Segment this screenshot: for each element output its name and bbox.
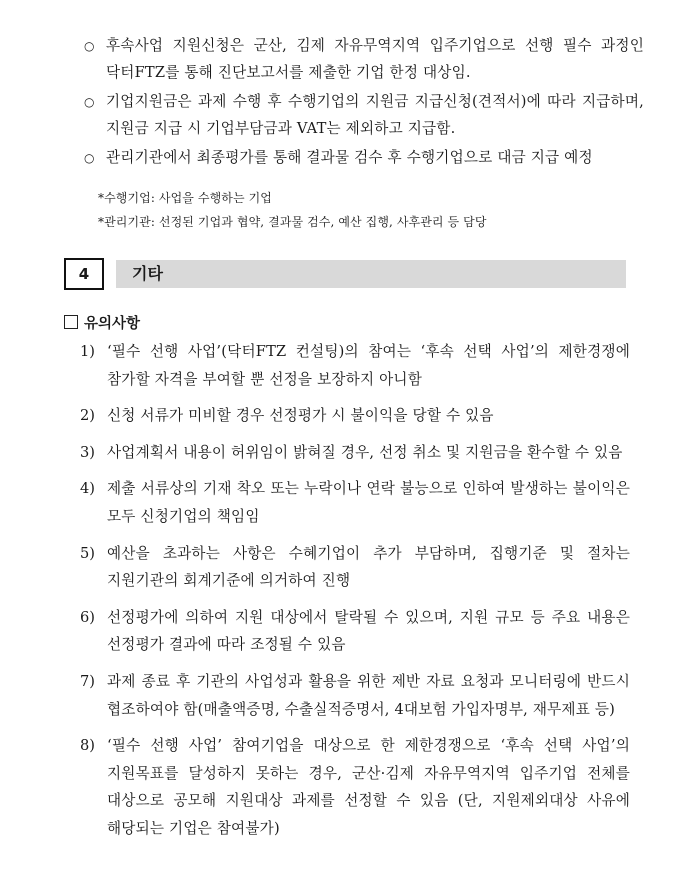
footnote: *관리기관: 선정된 기업과 협약, 결과물 검수, 예산 집행, 사후관리 등 담당 — [98, 215, 487, 229]
bullet-list — [84, 33, 644, 175]
circle-bullet-icon: ○ — [84, 151, 95, 165]
item-text: 과제 종료 후 기관의 사업성과 활용을 위한 제반 자료 요청과 모니터링에 반드시 협조하여야 함(매출액증명, 수출실적증명서, 4대보험 가입자명부, 재무제표 등) — [107, 672, 630, 718]
section-header — [64, 258, 626, 290]
footnote: *수행기업: 사업을 수행하는 기업 — [98, 191, 272, 205]
list-item — [80, 732, 630, 842]
circle-bullet-icon: ○ — [84, 95, 95, 109]
section-title-bar — [116, 260, 626, 288]
bullet-item — [84, 33, 644, 86]
bullet-text: 후속사업 지원신청은 군산, 김제 자유무역지역 입주기업으로 선행 필수 과정인 닥터FTZ를 통해 진단보고서를 제출한 기업 한정 대상임. — [106, 37, 644, 81]
item-number: 1) — [80, 343, 95, 360]
item-text: 사업계획서 내용이 허위임이 밝혀질 경우, 선정 취소 및 지원금을 환수할 수 있음 — [107, 443, 623, 461]
item-number: 3) — [80, 443, 95, 461]
list-item — [80, 540, 630, 595]
item-number: 4) — [80, 480, 95, 498]
item-number: 5) — [80, 544, 95, 562]
sub-heading-label: 유의사항 — [84, 316, 141, 332]
item-text: 제출 서류상의 기재 착오 또는 누락이나 연락 불능으로 인하여 발생하는 불이익은 모두 신청기업의 책임임 — [107, 480, 630, 525]
bullet-item — [84, 145, 644, 172]
bullet-item — [84, 89, 644, 142]
bullet-text: 관리기관에서 최종평가를 통해 결과물 검수 후 수행기업으로 대금 지급 예정 — [106, 149, 593, 166]
section-number: 4 — [64, 258, 104, 290]
section-title: 기타 — [132, 264, 163, 283]
footnotes — [98, 186, 487, 234]
square-bullet-icon — [64, 315, 78, 329]
item-text: 예산을 초과하는 사항은 수혜기업이 추가 부담하며, 집행기준 및 절차는 지원기관의 회계기준에 의거하여 진행 — [107, 544, 630, 590]
list-item — [80, 668, 630, 723]
item-number: 8) — [80, 737, 95, 755]
list-item — [80, 604, 630, 659]
list-item — [80, 475, 630, 530]
item-number: 2) — [80, 407, 95, 425]
list-item — [80, 338, 630, 393]
item-text: ‘필수 선행 사업’(닥터FTZ 컨설팅)의 참여는 ‘후속 선택 사업’의 제한경쟁에 참가할 자격을 부여할 뿐 선정을 보장하지 아니함 — [107, 343, 630, 388]
list-item — [80, 402, 630, 430]
notice-list — [80, 338, 630, 852]
list-item — [80, 439, 630, 467]
circle-bullet-icon: ○ — [84, 39, 95, 53]
bullet-text: 기업지원금은 과제 수행 후 수행기업의 지원금 지급신청(견적서)에 따라 지급하며, 지원금 지급 시 기업부담금과 VAT는 제외하고 지급함. — [106, 93, 644, 137]
item-number: 7) — [80, 672, 95, 690]
item-text: 선정평가에 의하여 지원 대상에서 탈락될 수 있으며, 지원 규모 등 주요 내용은 선정평가 결과에 따라 조정될 수 있음 — [107, 608, 630, 654]
sub-heading — [64, 312, 140, 333]
item-text: 신청 서류가 미비할 경우 선정평가 시 불이익을 당할 수 있음 — [107, 407, 494, 425]
item-text: ‘필수 선행 사업’ 참여기업을 대상으로 한 제한경쟁으로 ‘후속 선택 사업’의 지원목표를 달성하지 못하는 경우, 군산·김제 자유무역지역 입주기업 전체를 대상으로 공모해 지원대상 과제를 선정할 수 있음 (단, 지원제외대상 사유에 해당되는 기업은 참여불가) — [107, 737, 630, 837]
item-number: 6) — [80, 608, 95, 626]
